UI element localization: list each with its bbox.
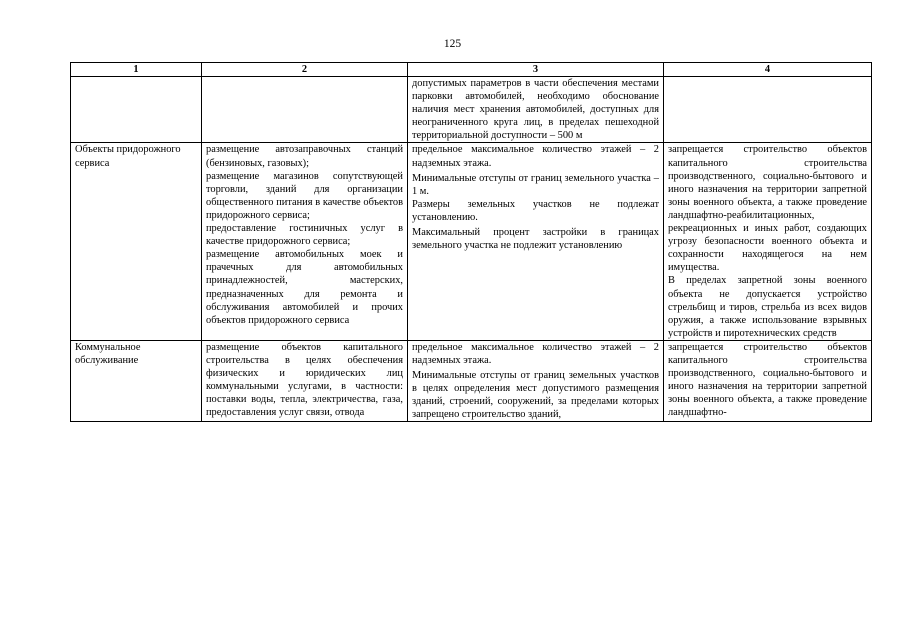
params-paragraph: предельное максимальное количество этажей – 2 надземных этажа.: [412, 144, 659, 169]
row-restrictions-cell: [664, 77, 872, 143]
row-restrictions-cell: [664, 340, 872, 422]
row-params-cell: [408, 77, 664, 143]
row-name-cell: [71, 77, 202, 143]
restrictions-paragraph: запрещается строительство объектов капитального строительства производственного, социально-бытового и иного назначения на территории запретной зоны военного объекта, а также проведение ландшафтно-реабилитационных, рекреационных и иных работ, создающих угрозу безопасности военного объекта и сохранности находящегося на нем имущества.: [668, 144, 867, 274]
column-header-4: 4: [664, 63, 872, 77]
restrictions-paragraph: В пределах запретной зоны военного объекта не допускается устройство стрельбищ и тиров, стрельба из всех видов оружия, а также использование взрывных устройств и пиротехнических средств: [668, 275, 867, 339]
row-params-cell: [408, 340, 664, 422]
column-header-1: 1: [71, 63, 202, 77]
column-header-3: 3: [408, 63, 664, 77]
restrictions-paragraph: запрещается строительство объектов капитального строительства производственного, социально-бытового и иного назначения на территории запретной зоны военного объекта, а также проведение ландшафтно-: [668, 341, 867, 419]
uses-paragraph: размещение автозаправочных станций (бензиновых, газовых);: [206, 144, 403, 169]
uses-paragraph: размещение объектов капитального строительства в целях обеспечения физических и юридических лиц коммунальными услугами, в частности: поставки воды, тепла, электричества, газа, предоставления услуг связи, отвода: [206, 341, 403, 419]
params-paragraph: Минимальные отступы от границ земельных участков в целях определения мест допустимого размещения зданий, строений, сооружений, за пределами которых запрещено строительство зданий,: [412, 370, 659, 421]
page-number: 125: [443, 38, 462, 50]
row-restrictions-cell: [664, 143, 872, 340]
row-name-cell: Объекты придорожного сервиса: [71, 143, 202, 340]
params-paragraph: Минимальные отступы от границ земельного участка – 1 м.: [412, 172, 659, 197]
uses-paragraph: предоставление гостиничных услуг в качестве придорожного сервиса;: [206, 223, 403, 248]
params-paragraph: Максимальный процент застройки в границах земельного участка не подлежит установлению: [412, 227, 659, 252]
params-paragraph: Размеры земельных участков не подлежат установлению.: [412, 198, 659, 223]
column-header-2: 2: [202, 63, 408, 77]
row-uses-cell: [202, 143, 408, 340]
uses-paragraph: размещение автомобильных моек и прачечных для автомобильных принадлежностей, мастерских, предназначенных для ремонта и обслуживания автомобилей и прочих объектов придорожного сервиса: [206, 249, 403, 326]
row-uses-cell: [202, 340, 408, 422]
row-uses-cell: [202, 77, 408, 143]
params-paragraph: предельное максимальное количество этажей – 2 надземных этажа.: [412, 341, 659, 366]
row-params-cell: [408, 143, 664, 340]
uses-paragraph: размещение магазинов сопутствующей торговли, зданий для организации общественного питания в качестве объектов придорожного сервиса;: [206, 170, 403, 221]
zoning-table: [70, 62, 872, 422]
params-paragraph: допустимых параметров в части обеспечения местами парковки автомобилей, необходимо обоснование наличия мест хранения автомобилей, доступных для неограниченного круга лиц, в пределах пешеходной территориальной доступности – 500 м: [412, 78, 659, 142]
table-row: [71, 143, 872, 340]
table-row: [71, 340, 872, 422]
table-row: [71, 77, 872, 143]
row-name-cell: Коммунальное обслуживание: [71, 340, 202, 422]
header-row: [71, 63, 872, 77]
